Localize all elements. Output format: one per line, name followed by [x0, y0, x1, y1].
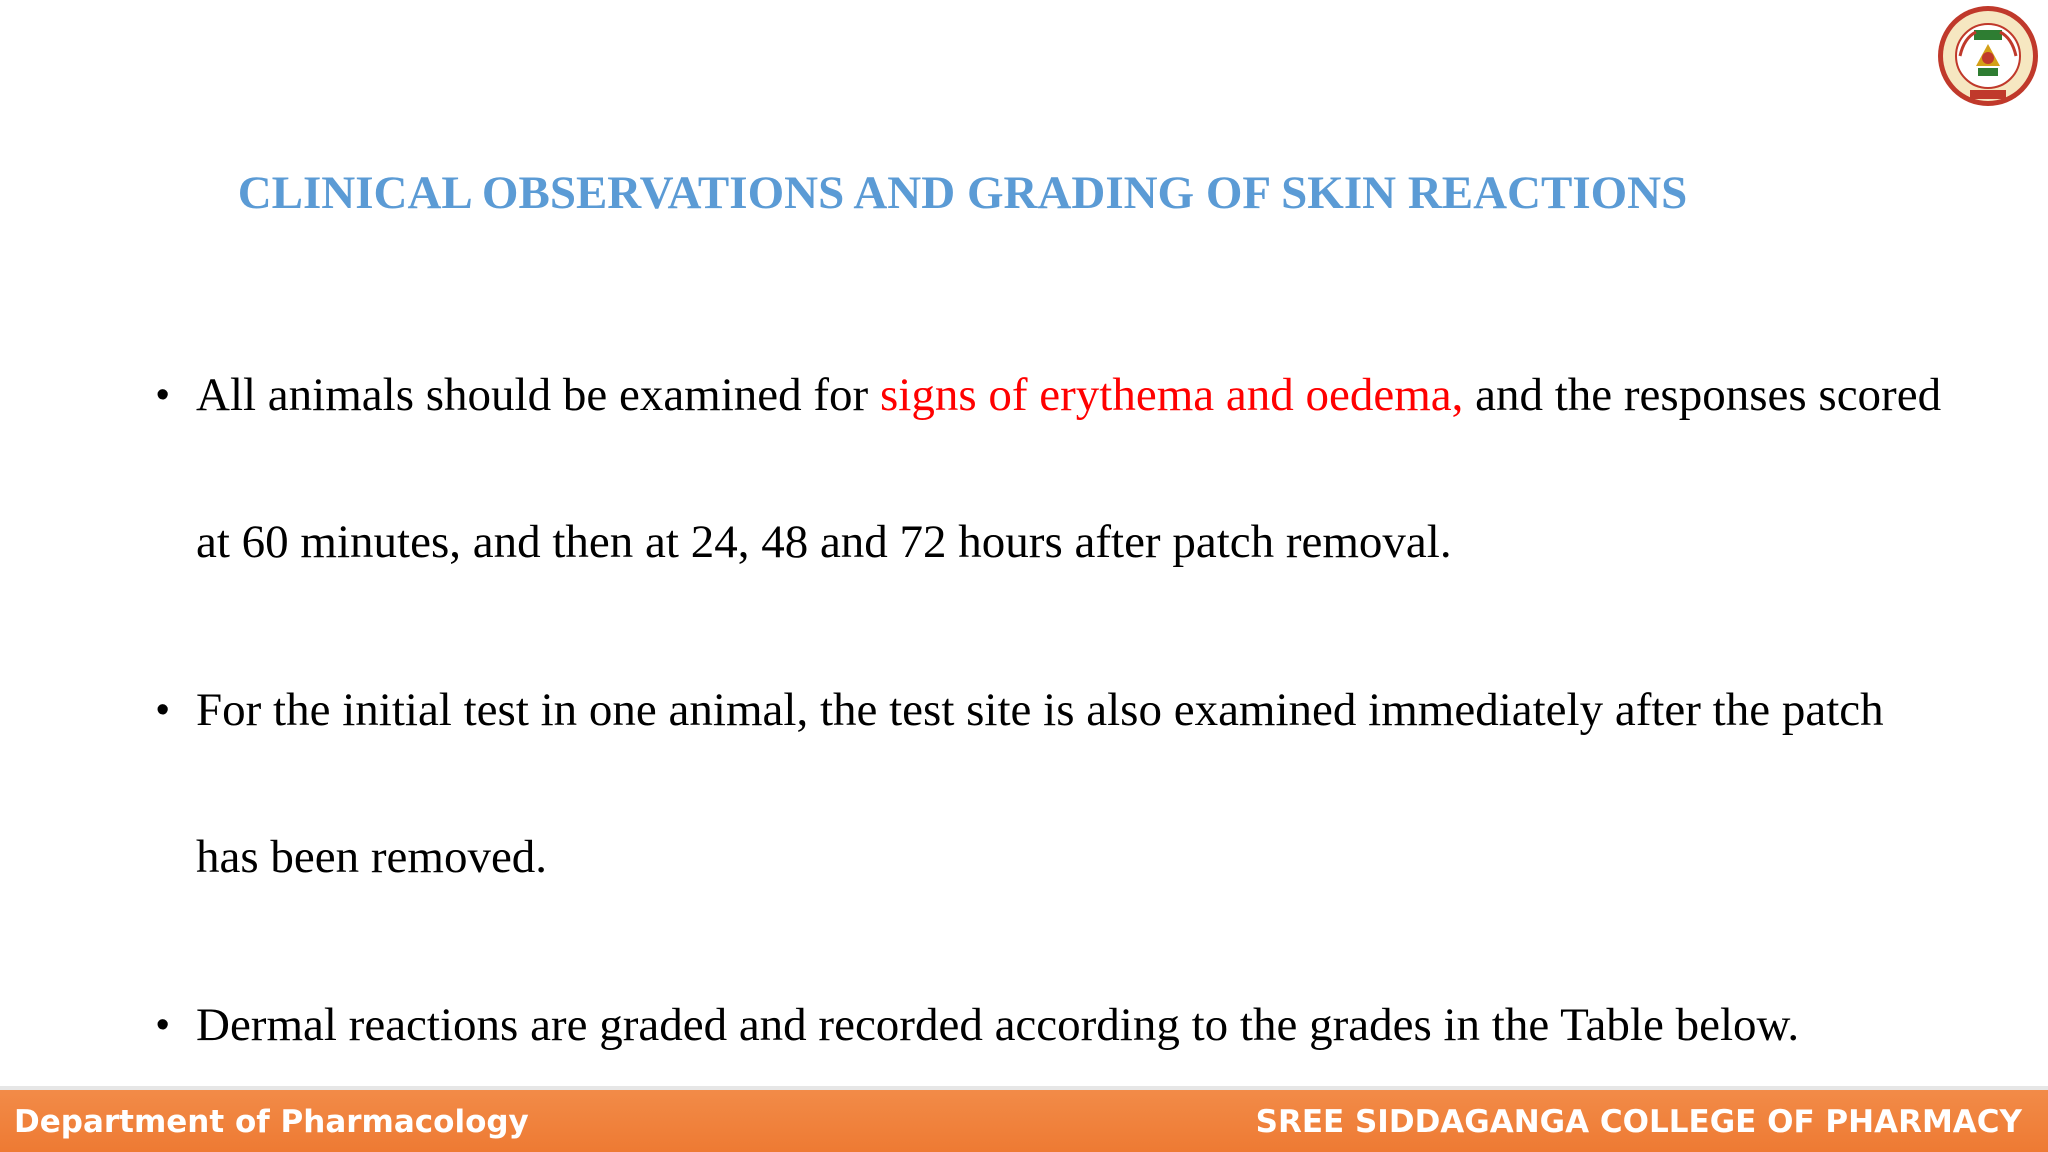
bullet-text: For the initial test in one animal, the test site is also examined immediately after the patch has been removed. [196, 684, 1884, 883]
bullet-item [156, 322, 1956, 616]
bullet-item [156, 637, 1956, 931]
bullet-text-end: and the responses scored at 60 minutes, and then at 24, 48 and 72 hours after patch removal. [196, 369, 1942, 568]
footer-college: SREE SIDDAGANGA COLLEGE OF PHARMACY [1255, 1104, 2022, 1140]
bullet-item [156, 952, 1956, 1099]
college-seal-logo [1936, 4, 2040, 108]
bullet-list [156, 322, 1956, 1120]
bullet-text-start: All animals should be examined for [196, 369, 880, 421]
footer-department: Department of Pharmacology [14, 1104, 529, 1140]
slide-title: CLINICAL OBSERVATIONS AND GRADING OF SKIN REACTIONS [237, 167, 1688, 219]
footer-bar [0, 1086, 2048, 1152]
bullet-icon: • [156, 374, 170, 416]
bullet-icon: • [156, 1004, 170, 1046]
bullet-icon: • [156, 689, 170, 731]
bullet-text: Dermal reactions are graded and recorded according to the grades in the Table below. [196, 999, 1800, 1051]
highlighted-text: signs of erythema and oedema, [879, 369, 1464, 421]
